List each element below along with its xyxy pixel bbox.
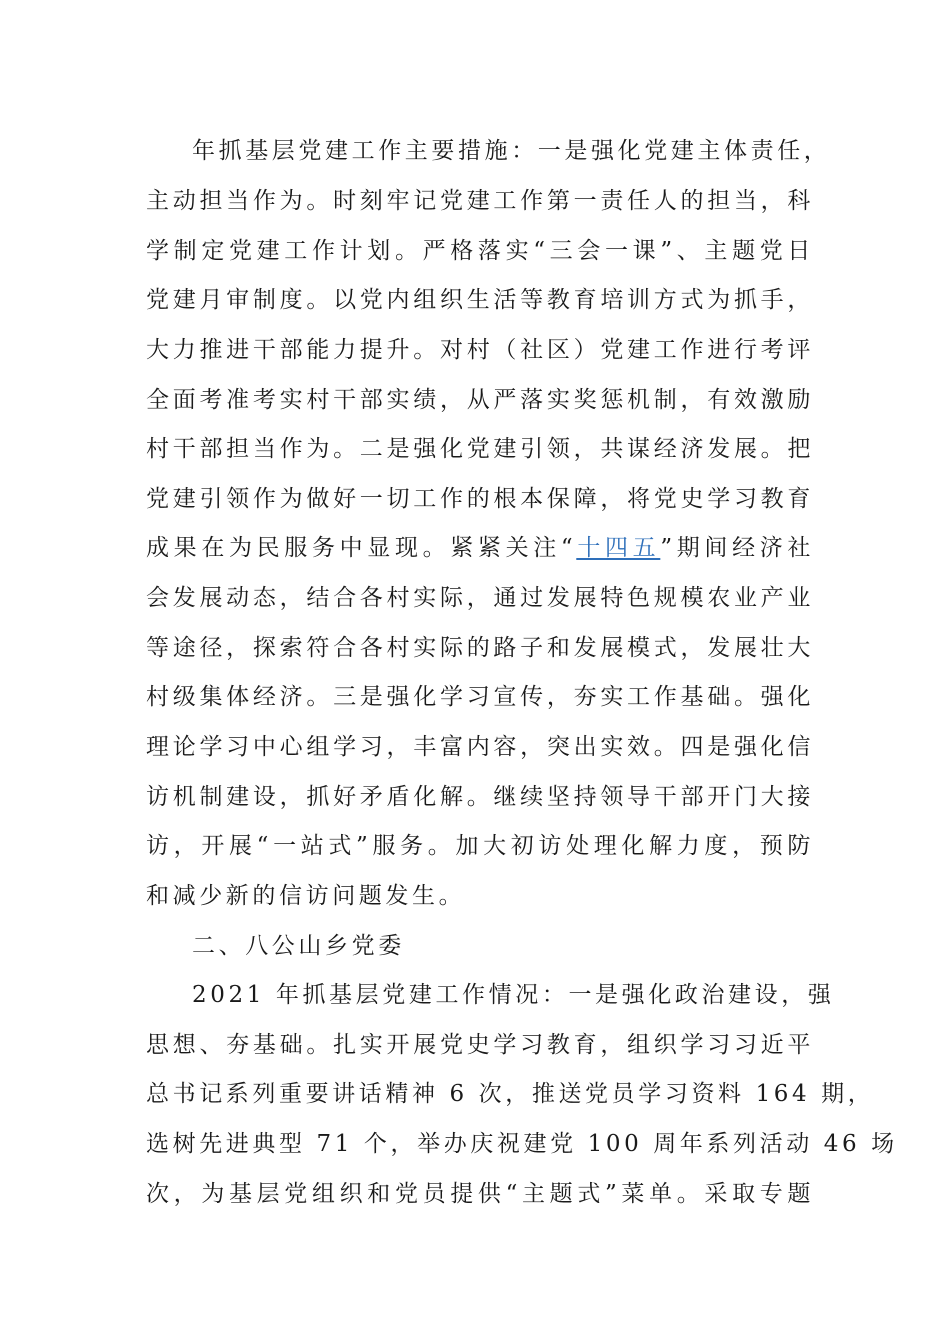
paragraph-line xyxy=(146,528,814,568)
paragraph-line: 会发展动态，结合各村实际，通过发展特色规模农业产业 xyxy=(146,585,814,611)
paragraph-line: 理论学习中心组学习，丰富内容，突出实效。四是强化信 xyxy=(146,734,814,760)
line-text: ”期间经济社 xyxy=(660,535,814,561)
paragraph-line: 等途径，探索符合各村实际的路子和发展模式，发展壮大 xyxy=(146,635,814,661)
paragraph-line: 思想、夯基础。扎实开展党史学习教育，组织学习习近平 xyxy=(146,1032,814,1058)
paragraph-line: 主动担当作为。时刻牢记党建工作第一责任人的担当，科 xyxy=(146,188,814,214)
fourteenth-five-year-link[interactable]: 十四五 xyxy=(576,535,661,561)
paragraph-line: 村干部担当作为。二是强化党建引领，共谋经济发展。把 xyxy=(146,436,814,462)
paragraph-line: 村级集体经济。三是强化学习宣传，夯实工作基础。强化 xyxy=(146,684,814,710)
paragraph-line: 学制定党建工作计划。严格落实“三会一课”、主题党日 xyxy=(146,238,814,264)
paragraph-line: 年抓基层党建工作主要措施：一是强化党建主体责任， xyxy=(192,138,831,164)
paragraph-line: 次，为基层党组织和党员提供“主题式”菜单。采取专题 xyxy=(146,1181,814,1207)
paragraph-line: 和减少新的信访问题发生。 xyxy=(146,883,466,909)
paragraph-line: 总书记系列重要讲话精神 6 次，推送党员学习资料 164 期， xyxy=(146,1081,875,1107)
line-text: 成果在为民服务中显现。紧紧关注“ xyxy=(146,535,577,561)
paragraph-line: 访机制建设，抓好矛盾化解。继续坚持领导干部开门大接 xyxy=(146,784,814,810)
paragraph-line: 党建引领作为做好一切工作的根本保障，将党史学习教育 xyxy=(146,486,814,512)
paragraph-line: 2021 年抓基层党建工作情况：一是强化政治建设，强 xyxy=(192,982,835,1008)
paragraph-line: 党建月审制度。以党内组织生活等教育培训方式为抓手， xyxy=(146,287,814,313)
paragraph-line: 选树先进典型 71 个，举办庆祝建党 100 周年系列活动 46 场 xyxy=(146,1131,898,1157)
paragraph-line: 全面考准考实村干部实绩，从严落实奖惩机制，有效激励 xyxy=(146,387,814,413)
section-heading: 二、八公山乡党委 xyxy=(192,933,405,959)
paragraph-line: 大力推进干部能力提升。对村（社区）党建工作进行考评 xyxy=(146,337,814,363)
paragraph-line: 访，开展“一站式”服务。加大初访处理化解力度，预防 xyxy=(146,833,814,859)
